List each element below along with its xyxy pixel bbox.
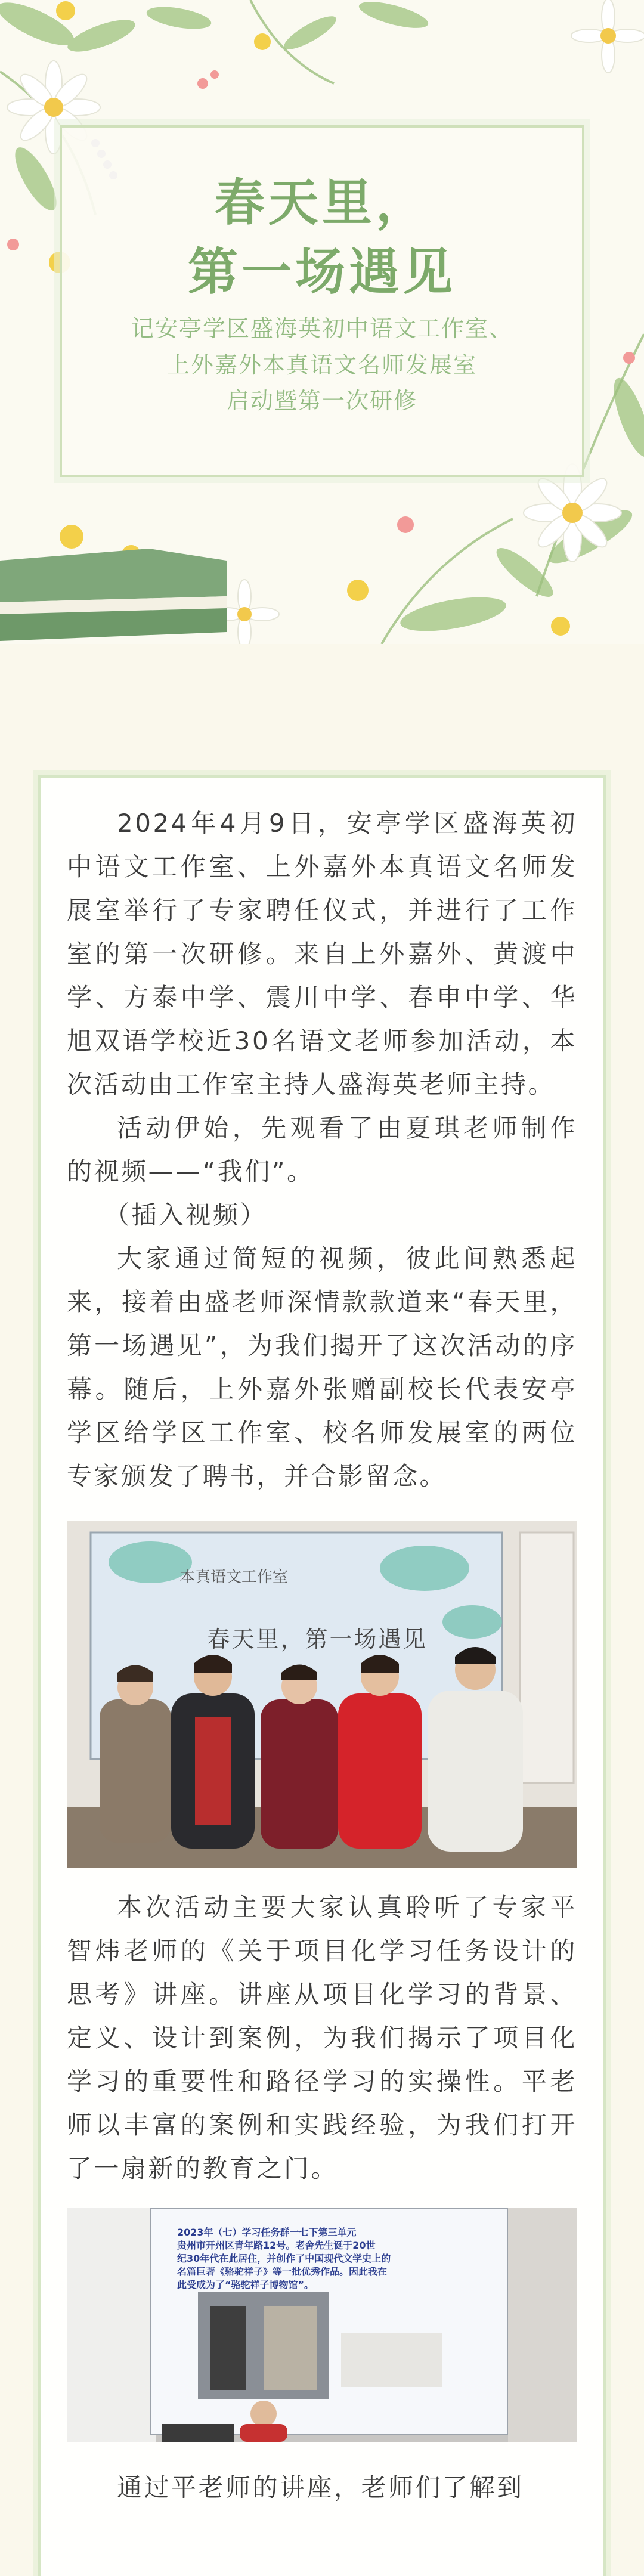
screen-title: 春天里，第一场遇见 [207,1626,428,1652]
book-icon [0,549,227,641]
cover-subtitle [131,311,513,419]
slide-line: 此受成为了“骆驼祥子博物馆”。 [177,2279,314,2290]
cover-subtitle-line-1: 记安亭学区盛海英初中语文工作室、 [131,315,513,342]
screen-label: 本真语文工作室 [179,1568,288,1586]
cover-title-line-2: 第一场遇见 [187,243,456,302]
cover-banner [0,0,644,644]
article-frame [38,775,606,2576]
article-body [67,801,577,2509]
cover-title-card [60,125,584,477]
slide-line: 纪30年代在此居住，并创作了中国现代文学史上的 [177,2253,391,2264]
slide-line: 2023年（七）学习任务群一七下第三单元 [177,2227,357,2238]
slide-line: 名篇巨著《骆驼祥子》等一批优秀作品。因此我在 [177,2266,388,2277]
paragraph-takeaway: 通过平老师的讲座，老师们了解到 [117,2473,524,2502]
group-photo [67,1521,577,1868]
lecture-photo [67,2208,577,2442]
paragraph-ceremony: 大家通过简短的视频，彼此间熟悉起来，接着由盛老师深情款款道来“春天里，第一场遇见”，为我们揭开了这次活动的序幕。随后，上外嘉外张赠副校长代表安亭学区给学区工作室、校名师发展室的两位专家颁发了聘书，并合影留念。 [67,1244,577,1491]
paragraph-video-intro: 活动伊始，先观看了由夏琪老师制作的视频——“我们”。 [67,1113,577,1186]
paragraph-intro: 2024年4月9日，安亭学区盛海英初中语文工作室、上外嘉外本真语文名师发展室举行了专家聘任仪式，并进行了工作室的第一次研修。来自上外嘉外、黄渡中学、方泰中学、震川中学、春申中学、华旭双语学校近30名语文老师参加活动，本次活动由工作室主持人盛海英老师主持。 [67,809,577,1099]
slide-text [177,2226,511,2292]
paragraph-lecture: 本次活动主要大家认真聆听了专家平智炜老师的《关于项目化学习任务设计的思考》讲座。讲座从项目化学习的背景、定义、设计到案例，为我们揭示了项目化学习的重要性和路径学习的实操性。平老师以丰富的案例和实践经验，为我们打开了一扇新的教育之门。 [67,1893,577,2183]
cover-title-line-1: 春天里， [214,174,429,232]
cover-subtitle-line-2: 上外嘉外本真语文名师发展室 [166,351,477,378]
cover-subtitle-line-3: 启动暨第一次研修 [226,388,417,414]
slide-line: 贵州市开州区青年路12号。老舍先生诞于20世 [177,2240,376,2251]
video-placeholder-note: （插入视频） [104,1200,268,1230]
